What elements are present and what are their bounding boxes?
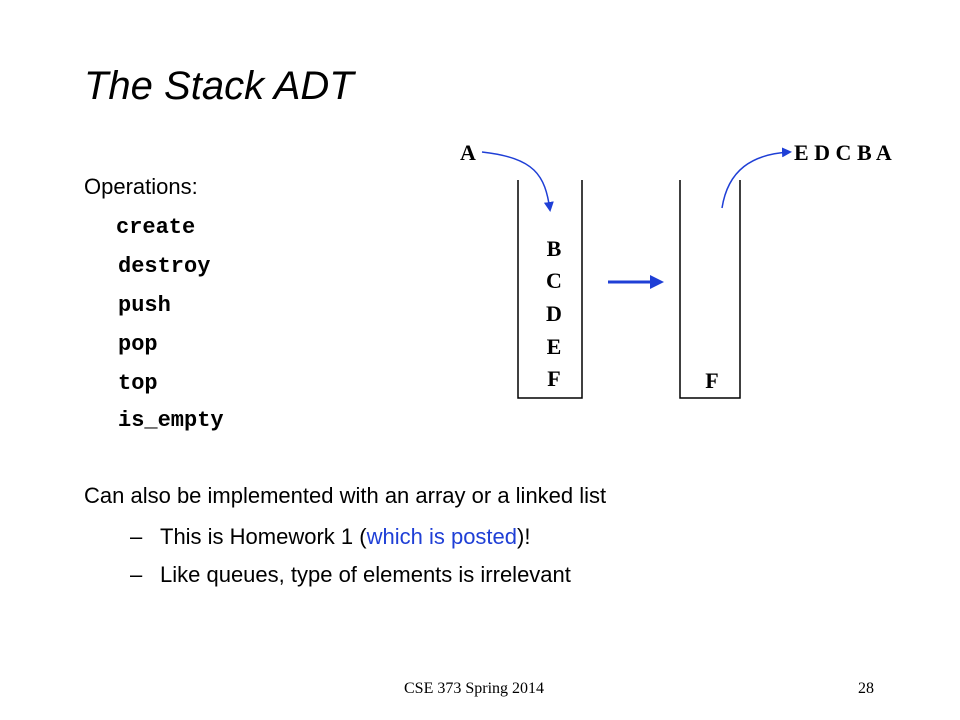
bullet-homework-prefix: This is Homework 1 ( <box>160 524 367 549</box>
op-create: create <box>116 215 196 240</box>
bullet-queues-text: Like queues, type of elements is irrelevant <box>160 562 571 587</box>
op-destroy: destroy <box>118 254 211 279</box>
outgoing-label: E D C B A <box>794 140 892 165</box>
right-stack-item-f: F <box>705 368 719 393</box>
op-pop: pop <box>118 332 158 357</box>
slide-title: The Stack ADT <box>84 64 354 108</box>
bullet-homework-suffix: )! <box>517 524 531 549</box>
stack-item-b: B <box>546 236 562 261</box>
op-is-empty: is_empty <box>118 408 224 433</box>
footer-course: CSE 373 Spring 2014 <box>404 680 545 697</box>
stack-item-f: F <box>547 366 561 391</box>
transition-arrow-head <box>650 275 664 289</box>
stack-item-d: D <box>546 301 562 326</box>
posted-link[interactable]: which is posted <box>366 524 518 549</box>
implementation-note: Can also be implemented with an array or a linked list <box>84 483 607 508</box>
push-curve-arrow <box>482 152 550 210</box>
stack-item-c: C <box>546 268 562 293</box>
bullet-dash: – <box>130 524 143 549</box>
bullet-dash: – <box>130 562 143 587</box>
pop-curve-arrow <box>722 152 790 208</box>
incoming-label: A <box>460 140 476 165</box>
right-stack-outline <box>680 180 740 398</box>
footer-page-number: 28 <box>858 680 874 697</box>
op-push: push <box>118 293 171 318</box>
stack-item-e: E <box>546 334 562 359</box>
operations-label: Operations: <box>84 174 198 199</box>
op-top: top <box>118 371 158 396</box>
